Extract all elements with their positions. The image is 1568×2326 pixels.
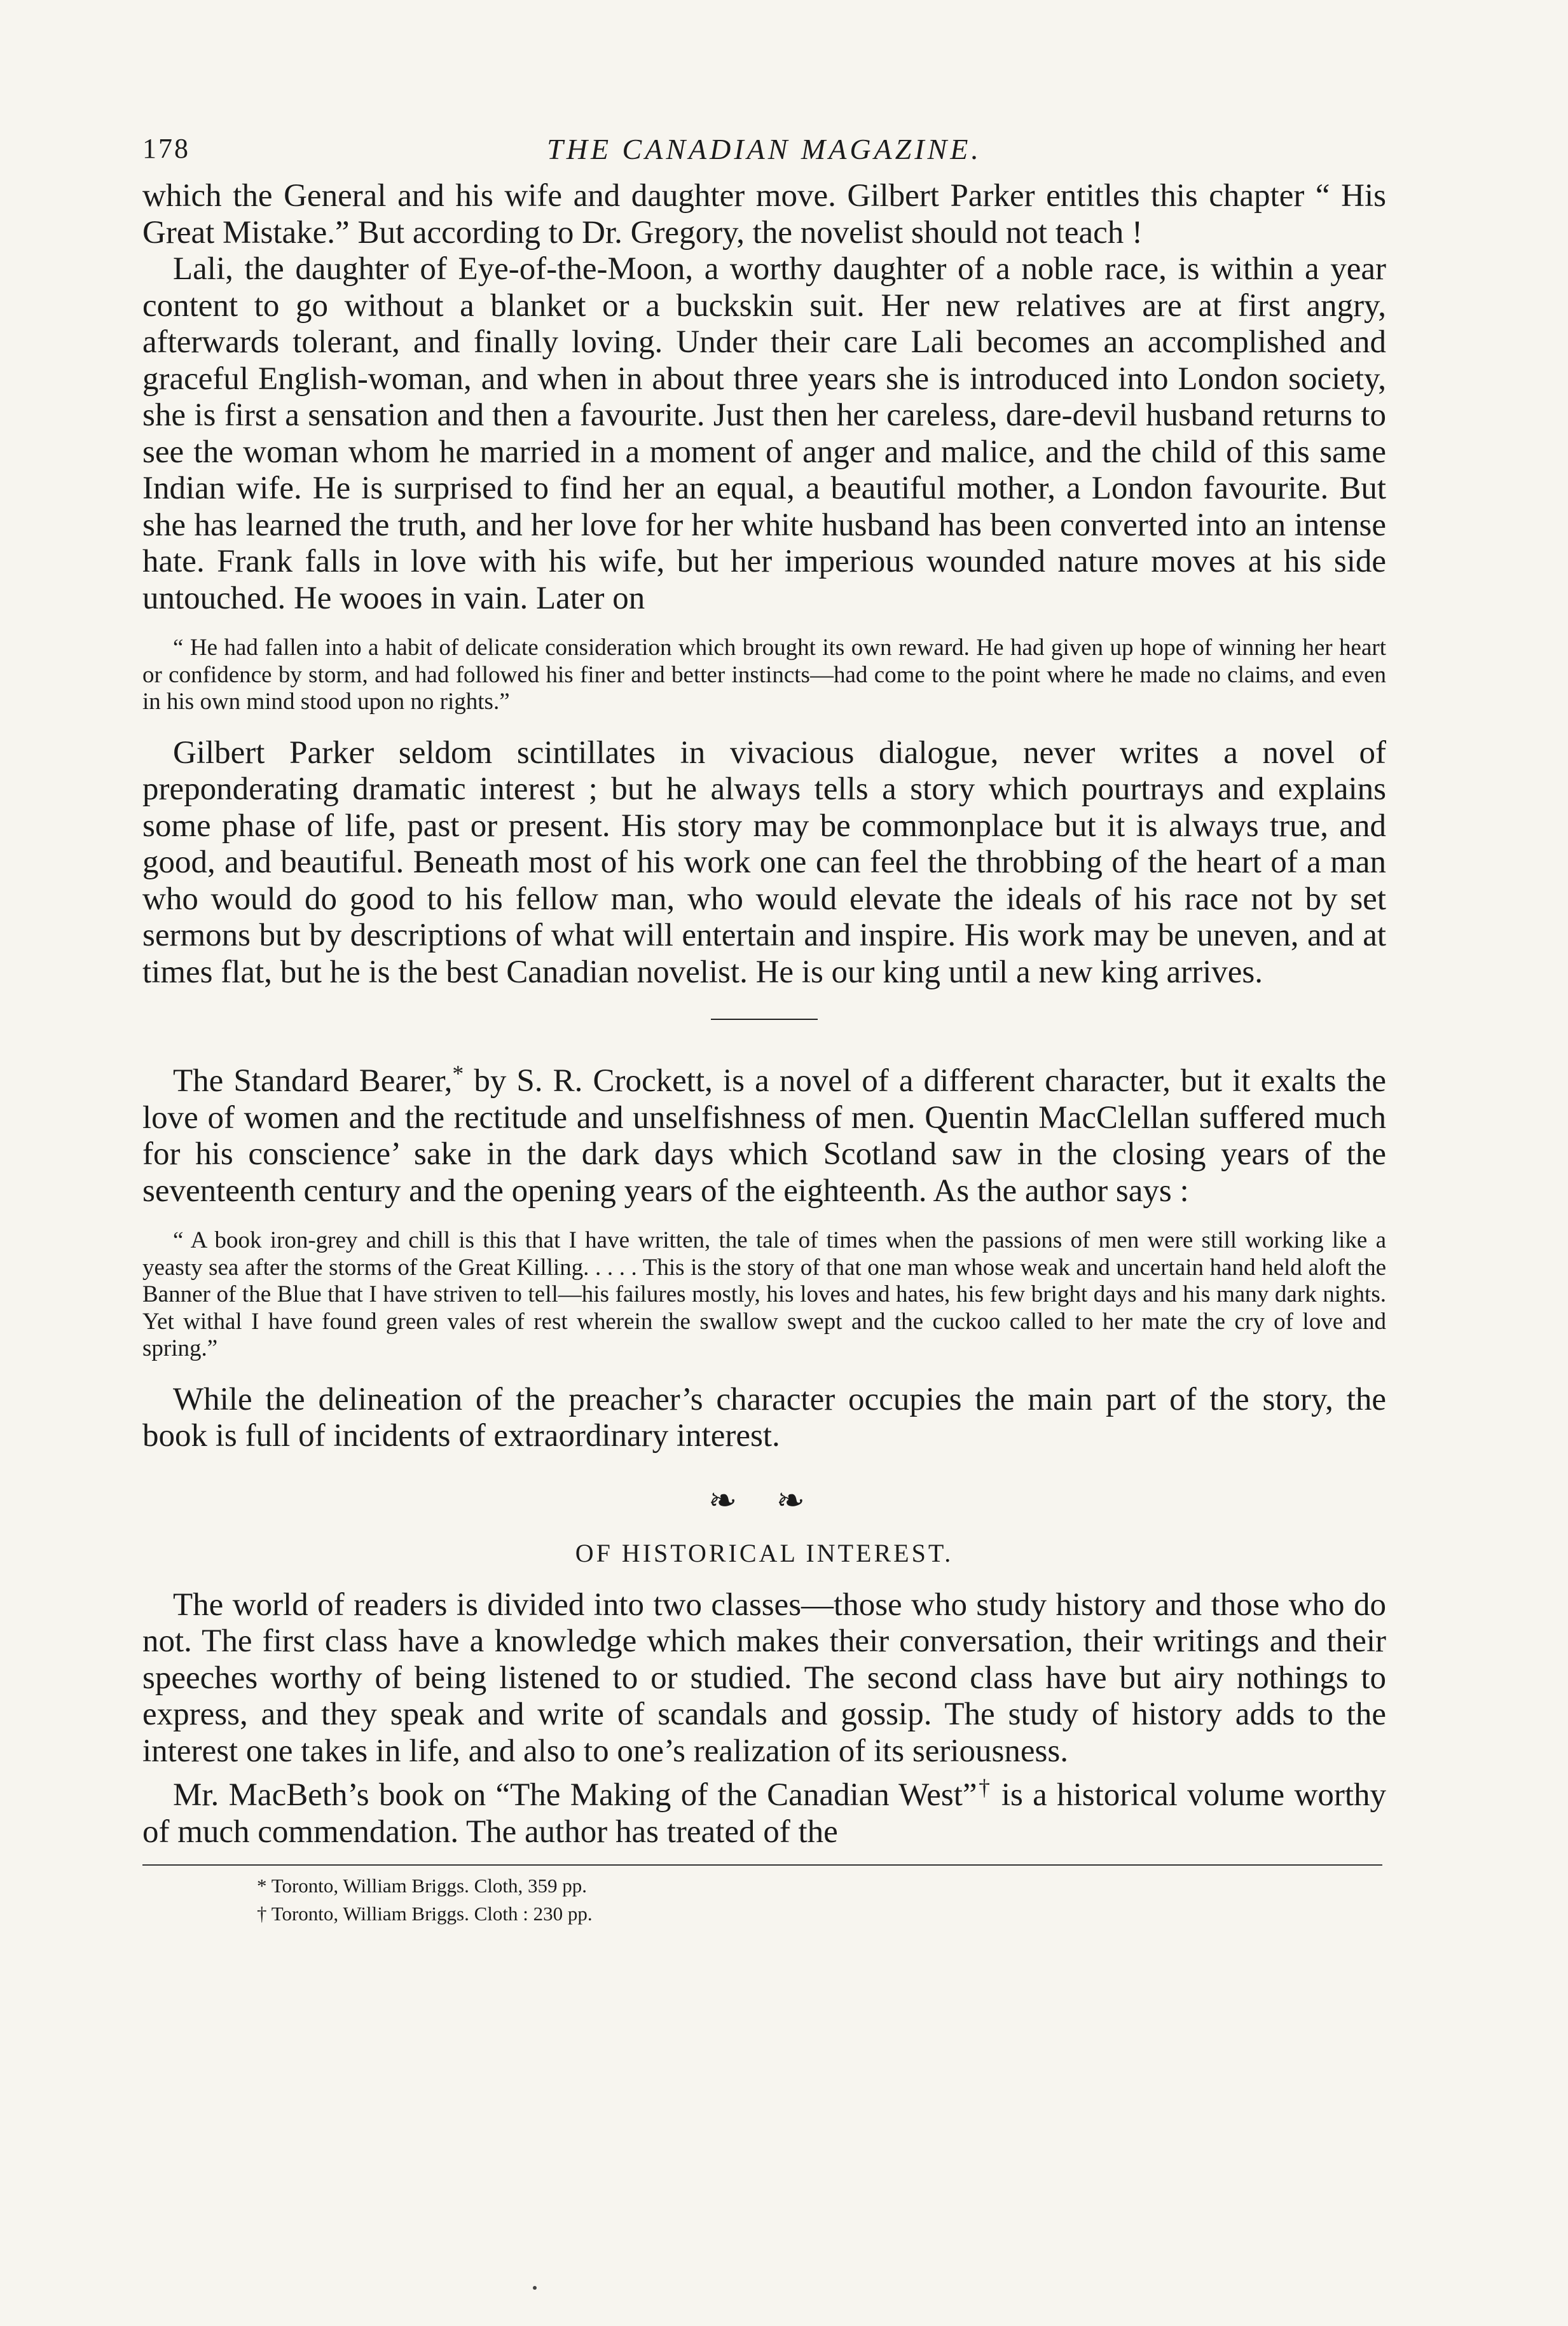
paragraph-standard-bearer [142,1056,1386,1209]
paragraph-continuation: which the General and his wife and daughter move. Gilbert Parker entitles this chapter “ His Great Mistake.” But according to Dr. Gregory, the novelist should not teach ! [142,178,1386,251]
footnote-reference: * [452,1061,464,1086]
section-heading: OF HISTORICAL INTEREST. [575,1538,954,1567]
footnote-2: † Toronto, William Briggs. Cloth : 230 pp. [257,1903,593,1925]
quote-text: “ A book iron-grey and chill is this that I have written, the tale of times when the passions of men were still working like a yeasty sea after the storms of the Great Killing. . . . . This is the story of that one man whose weak and uncertain hand held aloft the Banner of the Blue that I have striven to tell—his failures mostly, his loves and hates, his few bright days and his many dark nights. Yet withal I have found green vales of rest wherein the swallow swept and the cuckoo called to her mate the cry of love and spring.” [142,1227,1386,1362]
paragraph-macbeth [142,1770,1386,1850]
text-segment: is a historical volume worthy of much commendation. The author has treated of the [142,1777,1386,1850]
page-speck [533,2286,537,2290]
footnote-1: * Toronto, William Briggs. Cloth, 359 pp. [257,1875,588,1897]
section-divider [711,1019,818,1020]
text-segment: Mr. MacBeth’s book on “The Making of the Canadian West” [173,1777,977,1813]
block-quote-parker [142,635,1386,716]
paragraph-parker-assessment: Gilbert Parker seldom scintillates in vivacious dialogue, never writes a novel of preponderating dramatic interest ; but he always tells a story which pourtrays and explains some phase of life, past or present. His story may be commonplace but it is always true, and good, and beautiful. Beneath most of his work one can feel the throbbing of the heart of a man who would do good to his fellow man, who would elevate the ideals of his race not by set sermons but by descriptions of what will entertain and inspire. His work may be uneven, and at times flat, but he is the best Canadian novelist. He is our king until a new king arrives. [142,734,1386,990]
magazine-page [142,127,1386,1928]
running-title: THE CANADIAN MAGAZINE. [547,133,982,165]
page-number: 178 [142,133,190,164]
paragraph-readers: The world of readers is divided into two classes—those who study history and those who do not. The first class have a knowledge which makes their conversation, their writings and their speeches worthy of being listened to or studied. The second class have but airy nothings to express, and they speak and write of scandals and gossip. The study of history adds to the interest one takes in life, and also to one’s realization of its seriousness. [142,1586,1386,1769]
quote-text: “ He had fallen into a habit of delicate consideration which brought its own reward. He had given up hope of winning her heart or confidence by storm, and had followed his finer and better instincts—had come to the point where he made no claims, and even in his own mind stood upon no rights.” [142,635,1386,715]
text-segment: The Standard Bearer, [173,1063,453,1099]
text-segment: by S. R. Crockett, is a novel of a different character, but it exalts the love of women and the rectitude and unselfishness of men. Quentin MacClellan suffered much for his conscience’ sake in the dark days which Scotland saw in the closing years of the seventeenth century and the opening years of the eighteenth. As the author says : [142,1063,1386,1209]
fleuron-ornament-icon: ❧ ❧ [708,1481,820,1520]
paragraph-lali: Lali, the daughter of Eye-of-the-Moon, a worthy daughter of a noble race, is within a year content to go without a blanket or a buckskin suit. Her new relatives are at first angry, afterwards tolerant, and finally loving. Under their care Lali becomes an accomplished and graceful English-woman, and when in about three years she is introduced into London society, she is first a sensation and then a favourite. Just then her careless, dare-devil husband returns to see the woman whom he married in a moment of anger and malice, and the child of this same Indian wife. He is surprised to find her an equal, a beautiful mother, a London favourite. But she has learned the truth, and her love for her white husband has been converted into an intense hate. Frank falls in love with his wife, but her imperious wounded nature moves at his side untouched. He wooes in vain. Later on [142,251,1386,616]
footnote-reference: † [977,1775,992,1801]
block-quote-crockett [142,1227,1386,1363]
page-header [142,127,1386,178]
footnotes [142,1864,1382,1928]
paragraph-preacher: While the delineation of the preacher’s character occupies the main part of the story, the book is full of incidents of extraordinary interest. [142,1381,1386,1454]
